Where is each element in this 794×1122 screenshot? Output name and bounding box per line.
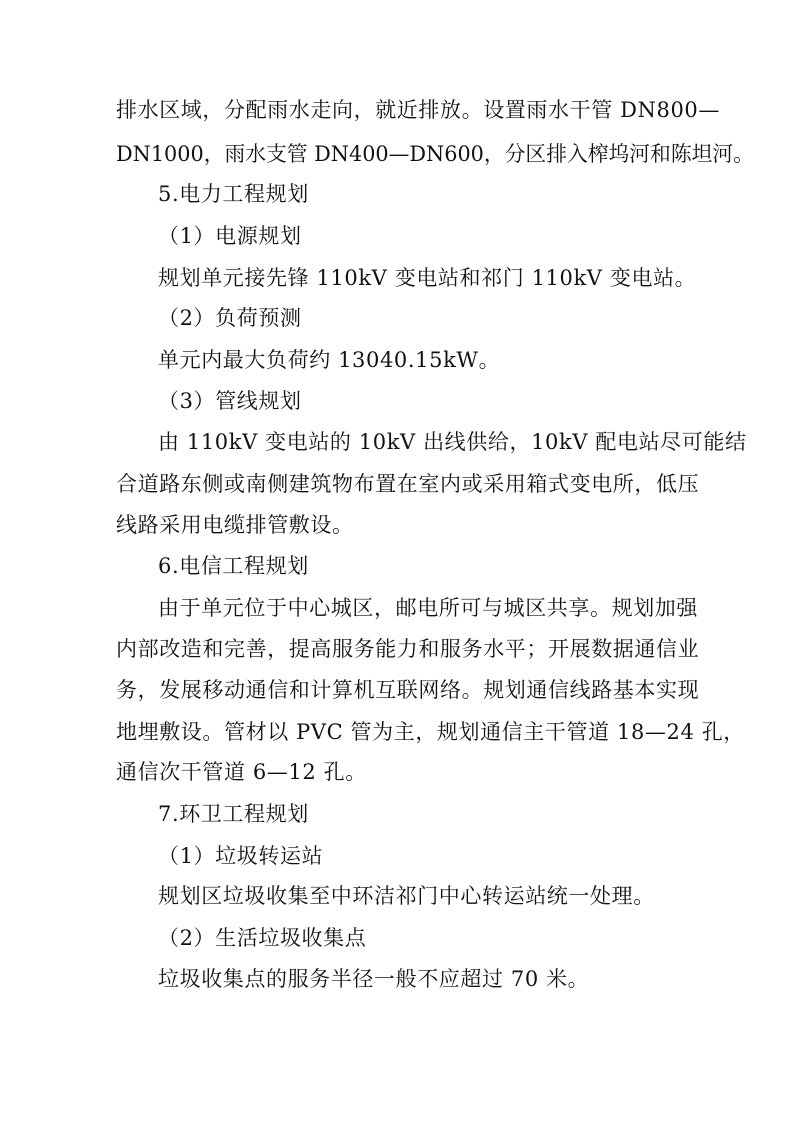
paragraph-line: 由 110kV 变电站的 10kV 出线供给，10kV 配电站尽可能结 [158,430,747,454]
section-heading: 5.电力工程规划 [158,182,309,206]
paragraph-line: 由于单元位于中心城区，邮电所可与城区共享。规划加强 [158,596,698,620]
paragraph-line: 务，发展移动通信和计算机互联网络。规划通信线路基本实现 [116,678,700,702]
section-heading: 6.电信工程规划 [158,554,309,578]
paragraph-line: 单元内最大负荷约 13040.15kW。 [158,348,501,372]
paragraph-line: 通信次干管道 6—12 孔。 [116,760,367,784]
paragraph-line: 规划区垃圾收集至中环洁祁门中心转运站统一处理。 [158,884,655,908]
paragraph-line: 内部改造和完善，提高服务能力和服务水平；开展数据通信业 [116,637,700,661]
subsection-heading: （1）垃圾转运站 [158,844,324,868]
paragraph-line: 规划单元接先锋 110kV 变电站和祁门 110kV 变电站。 [158,266,697,290]
subsection-heading: （3）管线规划 [158,389,302,413]
subsection-heading: （2）生活垃圾收集点 [158,926,367,950]
paragraph-line: 排水区域，分配雨水走向，就近排放。设置雨水干管 DN800— [116,98,720,122]
paragraph-line: DN1000，雨水支管 DN400—DN600，分区排入榨坞河和陈坦河。 [116,142,754,166]
paragraph-line: 线路采用电缆排管敷设。 [116,513,354,537]
paragraph-line: 垃圾收集点的服务半径一般不应超过 70 米。 [158,967,590,991]
section-heading: 7.环卫工程规划 [158,802,309,826]
subsection-heading: （2）负荷预测 [158,306,302,330]
subsection-heading: （1）电源规划 [158,224,302,248]
paragraph-line: 地埋敷设。管材以 PVC 管为主，规划通信主干管道 18—24 孔， [116,720,745,744]
paragraph-line: 合道路东侧或南侧建筑物布置在室内或采用箱式变电所，低压 [116,472,700,496]
